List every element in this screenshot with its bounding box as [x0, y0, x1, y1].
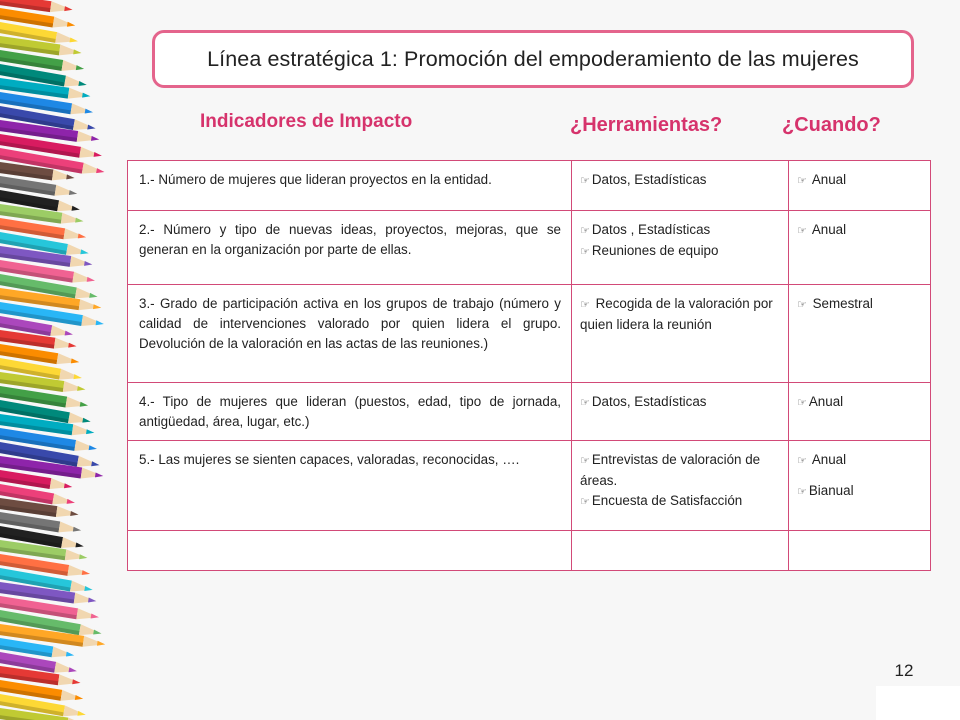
indicator-cell: 4.- Tipo de mujeres que lideran (puestos, edad, tipo de jornada, antigüedad, área, lugar, etc.) — [128, 383, 572, 441]
bullet-text: Bianual — [808, 483, 854, 498]
header-indicadores: Indicadores de Impacto — [200, 111, 413, 132]
pointing-hand-icon: ☞ — [580, 299, 590, 311]
indicator-cell — [128, 531, 572, 571]
bullet-item — [580, 294, 782, 335]
tool-cell — [572, 441, 789, 531]
bullet-item — [797, 481, 924, 502]
tool-cell — [572, 161, 789, 211]
table-row — [128, 531, 931, 571]
bullet-text: Datos , Estadísticas — [591, 222, 711, 237]
bullet-item — [580, 491, 782, 512]
table-row — [128, 441, 931, 531]
page-number: 12 — [894, 661, 914, 680]
indicators-table — [127, 160, 931, 571]
pointing-hand-icon: ☞ — [580, 397, 590, 409]
bullet-item — [797, 450, 924, 471]
table-row — [128, 383, 931, 441]
when-cell — [789, 441, 931, 531]
title-box — [152, 30, 914, 88]
bullet-item — [797, 294, 924, 315]
pointing-hand-icon: ☞ — [580, 496, 590, 508]
tool-cell — [572, 211, 789, 285]
when-cell — [789, 161, 931, 211]
bullet-text: Anual — [808, 172, 847, 187]
header-cuando: ¿Cuando? — [782, 114, 881, 136]
table-row — [128, 161, 931, 211]
when-cell — [789, 285, 931, 383]
pointing-hand-icon: ☞ — [797, 455, 807, 467]
when-cell — [789, 531, 931, 571]
header-herramientas: ¿Herramientas? — [570, 114, 723, 136]
slide-title: Línea estratégica 1: Promoción del empoderamiento de las mujeres — [207, 46, 859, 71]
pointing-hand-icon: ☞ — [797, 397, 807, 409]
when-cell — [789, 383, 931, 441]
bullet-text: Entrevistas de valoración de áreas. — [580, 452, 761, 488]
table-row — [128, 211, 931, 285]
pointing-hand-icon: ☞ — [580, 246, 590, 258]
indicator-cell: 3.- Grado de participación activa en los grupos de trabajo (número y calidad de intervenciones valorado por quien lidera el grupo. Devolución de la valoración en las actas de las reuniones.) — [128, 285, 572, 383]
bullet-item — [797, 220, 924, 241]
bullet-item — [580, 241, 782, 262]
when-cell — [789, 211, 931, 285]
bullet-text: Reuniones de equipo — [591, 243, 719, 258]
bullet-item — [797, 170, 924, 191]
tool-cell — [572, 383, 789, 441]
bullet-item — [580, 170, 782, 191]
indicator-cell: 2.- Número y tipo de nuevas ideas, proyectos, mejoras, que se generan en la organización por parte de ellas. — [128, 211, 572, 285]
bullet-text: Anual — [808, 222, 847, 237]
tool-cell — [572, 531, 789, 571]
bullet-item — [580, 450, 782, 491]
bullet-item — [797, 392, 924, 413]
pointing-hand-icon: ☞ — [580, 175, 590, 187]
indicator-cell: 5.- Las mujeres se sienten capaces, valoradas, reconocidas, …. — [128, 441, 572, 531]
bullet-item — [580, 392, 782, 413]
tool-cell — [572, 285, 789, 383]
pointing-hand-icon: ☞ — [580, 455, 590, 467]
bullet-item — [580, 220, 782, 241]
indicator-cell: 1.- Número de mujeres que lideran proyectos en la entidad. — [128, 161, 572, 211]
pointing-hand-icon: ☞ — [797, 299, 807, 311]
bullet-text: Recogida de la valoración por quien lidera la reunión — [580, 296, 773, 332]
bullet-text: Datos, Estadísticas — [591, 172, 707, 187]
bullet-text: Anual — [808, 394, 844, 409]
pointing-hand-icon: ☞ — [797, 225, 807, 237]
corner-patch — [876, 686, 960, 720]
bullet-text: Anual — [808, 452, 847, 467]
pointing-hand-icon: ☞ — [580, 225, 590, 237]
bullet-text: Semestral — [808, 296, 873, 311]
bullet-text: Datos, Estadísticas — [591, 394, 707, 409]
table-row — [128, 285, 931, 383]
colored-pencils-decoration — [0, 0, 120, 720]
pointing-hand-icon: ☞ — [797, 175, 807, 187]
bullet-text: Encuesta de Satisfacción — [591, 493, 743, 508]
pointing-hand-icon: ☞ — [797, 486, 807, 498]
